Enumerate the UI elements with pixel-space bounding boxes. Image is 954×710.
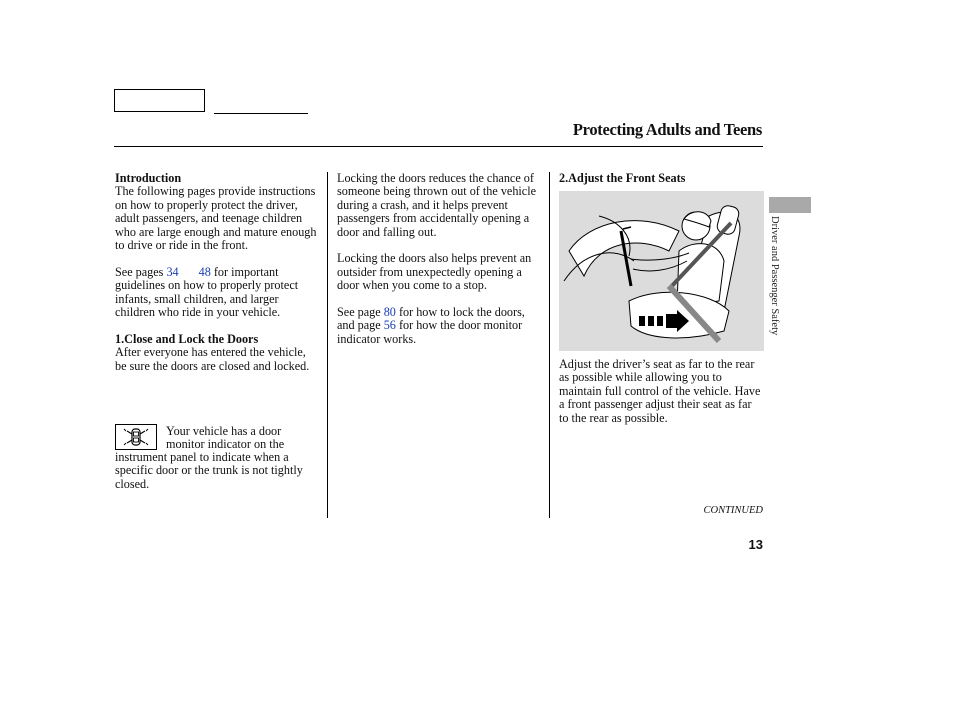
page-link-34[interactable]: 34 <box>166 264 179 279</box>
intro-heading: Introduction <box>115 171 182 185</box>
column-1 <box>115 172 320 373</box>
see-pages-suffix: for important guidelines on how to properly protect infants, small children, and larger children who ride in your vehicle. <box>115 264 299 320</box>
column-2 <box>337 172 543 346</box>
locking-para-1: Locking the doors reduces the chance of someone being thrown out of the vehicle during a crash, and it helps prevent passengers from accidentally opening a door and falling out. <box>337 171 537 239</box>
column-divider <box>549 172 550 518</box>
see-pages-prefix: See pages <box>115 264 167 279</box>
section-tab-label: Driver and Passenger Safety <box>769 216 780 336</box>
page-link-80[interactable]: 80 <box>383 305 396 320</box>
see-pages-paragraph <box>115 266 320 320</box>
continued-label: CONTINUED <box>703 505 763 516</box>
indicator-text: Your vehicle has a door monitor indicator on the <box>166 424 285 452</box>
driver-seat-illustration <box>559 191 764 351</box>
step1-heading: 1.Close and Lock the Doors <box>115 331 259 346</box>
seat-adjust-text: Adjust the driver’s seat as far to the rear as possible while allowing you to maintain full control of the vehicle. Have a front passenger adjust their seat as far to the rear as possible. <box>559 357 761 425</box>
nav-box[interactable] <box>114 89 205 112</box>
page-link-48[interactable]: 48 <box>198 264 211 279</box>
see-page-suffix: for how the door monitor indicator works. <box>337 318 523 346</box>
step1-text: After everyone has entered the vehicle, be sure the doors are closed and locked. <box>115 345 310 373</box>
see-page-middle: for how to lock the doors, and page <box>337 305 525 333</box>
see-page-prefix: See page <box>337 305 384 320</box>
column-3 <box>559 172 764 185</box>
door-monitor-indicator-icon <box>115 424 157 450</box>
page-title: Protecting Adults and Teens <box>572 120 762 139</box>
see-page-paragraph <box>337 306 543 346</box>
step2-heading: 2.Adjust the Front Seats <box>559 171 686 185</box>
column-divider <box>327 172 328 518</box>
page-number: 13 <box>748 537 763 552</box>
nav-link-underline[interactable] <box>214 113 308 114</box>
locking-para-2: Locking the doors also helps prevent an outsider from unexpectedly opening a door when you come to a stop. <box>337 251 532 293</box>
page-link-56[interactable]: 56 <box>383 318 396 333</box>
section-tab[interactable] <box>769 197 811 213</box>
title-rule <box>114 146 763 147</box>
intro-text: The following pages provide instructions on how to properly protect the driver, adult passengers, and teenage children who are large enough and mature enough to drive or ride in the front. <box>115 184 317 253</box>
indicator-text-continued: instrument panel to indicate when a specific door or the trunk is not tightly closed. <box>115 450 303 491</box>
